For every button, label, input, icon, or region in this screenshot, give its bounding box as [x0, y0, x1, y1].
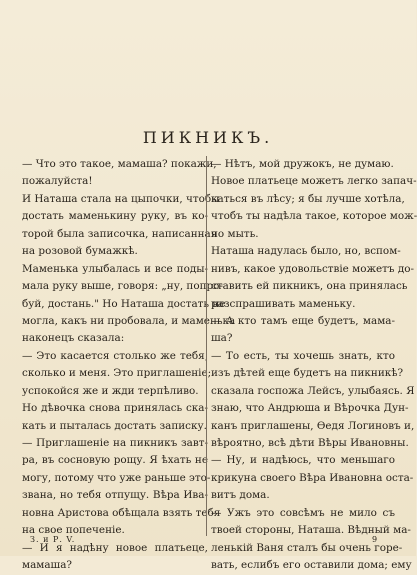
text-line: — Ужъ это совсѣмъ не мило съ: [211, 506, 395, 519]
text-line: пожалуйста!: [22, 175, 93, 188]
text-line: витъ дома.: [211, 489, 270, 502]
signature-mark: З. и Р. V.: [30, 535, 76, 544]
text-line: сказала госпожа Лейсъ, улыбаясь. Я: [211, 384, 415, 397]
text-line: знаю, что Андрюша и Вѣрочка Дун-: [211, 402, 409, 415]
text-line: на свое попеченіе.: [22, 524, 125, 537]
text-line: наконецъ сказала:: [22, 332, 125, 345]
text-line: канъ приглашены, Өедя Логиновъ и,: [211, 419, 415, 432]
text-line: буй, достань." Но Наташа достать не: [22, 297, 226, 310]
text-line: ленькій Ваня сталъ бы очень горе-: [211, 541, 403, 554]
text-line: могла, какъ ни пробовала, и маменька: [22, 314, 236, 327]
text-line: торой была записочка, написанная: [22, 227, 218, 240]
text-line: разспрашивать маменьку.: [211, 297, 356, 310]
text-line: мала руку выше, говоря: „ну, попро-: [22, 280, 223, 293]
text-line: вать, еслибъ его оставили дома; ему: [211, 559, 412, 572]
text-line: ставить ей пикникъ, она принялась: [211, 280, 408, 293]
text-line: новна Аристова обѣщала взять тебя: [22, 506, 221, 519]
column-divider: [206, 156, 207, 536]
text-line: твоей стороны, Наташа. Вѣдный ма-: [211, 524, 411, 537]
text-line: И Наташа стала на цыпочки, чтобы: [22, 192, 220, 205]
text-line: ра, въ сосновую рощу. Я ѣхать не: [22, 454, 208, 467]
text-line: крикуна своего Вѣра Ивановна оста-: [211, 471, 414, 484]
text-line: но мыть.: [211, 227, 259, 240]
page-title: ПИКНИКЪ.: [142, 128, 274, 147]
text-line: изъ дѣтей еще будетъ на пикникѣ?: [211, 367, 404, 380]
text-line: звана, но тебя отпущу. Вѣра Ива-: [22, 489, 208, 502]
text-line: кать и пыталась достать записку.: [22, 419, 207, 432]
text-line: могу, потому что уже раньше это-: [22, 471, 211, 484]
text-line: ша?: [211, 332, 233, 345]
text-line: каться въ лѣсу; я бы лучше хотѣла,: [211, 192, 405, 205]
text-line: — И я надѣну новое платьеце,: [22, 541, 208, 554]
text-line: — Ну, и надѣюсь, что меньшаго: [211, 454, 395, 467]
text-line: мамаша?: [22, 559, 72, 572]
text-line: Маменька улыбалась и все поды-: [22, 262, 208, 275]
right-column: [211, 156, 417, 575]
page-number: 9: [372, 535, 378, 544]
text-line: на розовой бумажкѣ.: [22, 245, 138, 258]
text-line: успокойся же и жди терпѣливо.: [22, 384, 199, 397]
text-line: — Приглашеніе на пикникъ завт-: [22, 437, 208, 449]
text-line: — Это касается столько же тебя,: [22, 349, 208, 362]
text-line: сколько и меня. Это приглашеніе;: [22, 367, 212, 380]
text-line: чтобъ ты надѣла такое, которое мож-: [211, 210, 417, 223]
text-line: вѣроятно, всѣ дѣти Вѣры Ивановны.: [211, 437, 409, 449]
text-line: — Нѣтъ, мой дружокъ, не думаю.: [211, 158, 394, 170]
text-line: — Что это такое, мамаша? покажи,: [22, 158, 217, 170]
text-line: Но дѣвочка снова принялась ска-: [22, 402, 208, 415]
text-line: — То есть, ты хочешь знать, кто: [211, 349, 395, 362]
text-line: нивъ, какое удовольствіе можетъ до-: [211, 262, 415, 275]
text-line: — А кто тамъ еще будетъ, мама-: [211, 314, 395, 327]
text-line: достать маменькину руку, въ ко-: [22, 210, 208, 223]
text-line: Наташа надулась было, но, вспом-: [211, 245, 401, 258]
text-line: Новое платьеце можетъ легко запач-: [211, 175, 417, 188]
